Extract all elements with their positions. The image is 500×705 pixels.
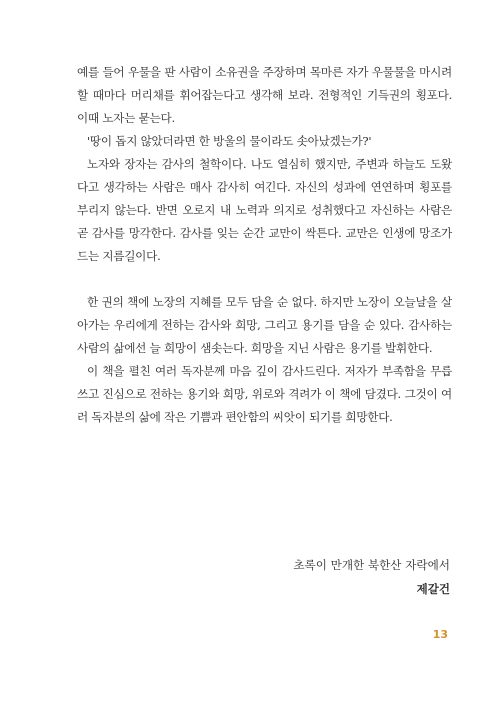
paragraph-3: 노자와 장자는 감사의 철학이다. 나도 열심히 했지만, 주변과 하늘도 도왔다고 생각하는 사람은 매사 감사히 여긴다. 자신의 성과에 연연하며 횡포를 부리지 않는다. 반면 오로지 내 노력과 의지로 성취했다고 자신하는 사람은 곧 감사를 망각한다. 감사를 잊는 순간 교만이 싹튼다. 교만은 인생에 망조가 드는 지름길이다. — [77, 157, 452, 263]
paragraph-2-quote: '땅이 돕지 않았더라면 한 방울의 물이라도 솟아났겠는가?' — [87, 134, 372, 148]
signoff-place: 초록이 만개한 북한산 자락에서 — [293, 558, 450, 572]
signoff — [293, 553, 450, 601]
body-text — [77, 61, 452, 429]
paragraph-1: 예를 들어 우물을 판 사람이 소유권을 주장하며 목마른 자가 우물물을 마시려 할 때마다 머리채를 휘어잡는다고 생각해 보라. 전형적인 기득권의 횡포다. 이때 노자는 묻는다. — [77, 65, 452, 125]
signoff-author: 제갈건 — [416, 582, 450, 596]
paragraph-5: 이 책을 펼친 여러 독자분께 마음 깊이 감사드린다. 저자가 부족함을 무릅쓰고 진심으로 전하는 용기와 희망, 위로와 격려가 이 책에 담겼다. 그것이 여러 독자분의 삶에 작은 기쁨과 편안함의 씨앗이 되기를 희망한다. — [77, 364, 452, 424]
page-number: 13 — [432, 628, 448, 641]
paragraph-gap — [77, 268, 452, 291]
paragraph-4: 한 권의 책에 노장의 지혜를 모두 담을 순 없다. 하지만 노장이 오늘날을 살아가는 우리에게 전하는 감사와 희망, 그리고 용기를 담을 순 있다. 감사하는 사람의 삶에선 늘 희망이 샘솟는다. 희망을 지닌 사람은 용기를 발휘한다. — [77, 295, 452, 355]
